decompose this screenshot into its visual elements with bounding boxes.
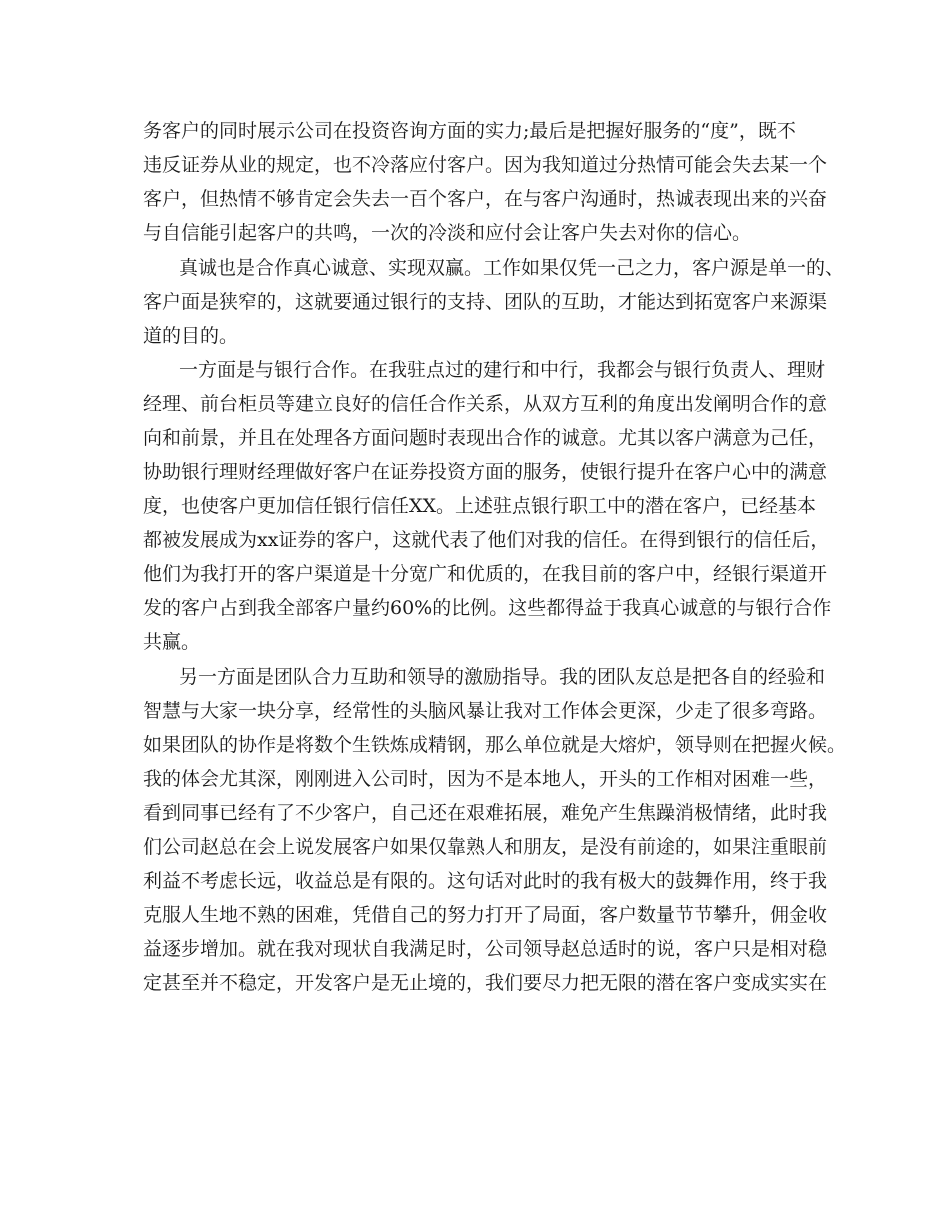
- text-line: 利益不考虑长远，收益总是有限的。这句话对此时的我有极大的鼓舞作用，终于我: [143, 870, 828, 892]
- text-line: 如果团队的协作是将数个生铁炼成精钢，那么单位就是大熔炉，领导则在把握火候。: [143, 734, 847, 756]
- text-line: 定甚至并不稳定，开发客户是无止境的，我们要尽力把无限的潜在客户变成实实在: [143, 972, 828, 994]
- text-line: 克服人生地不熟的困难，凭借自己的努力打开了局面，客户数量节节攀升，佣金收: [143, 904, 828, 926]
- text-line: 客户面是狭窄的，这就要通过银行的支持、团队的互助，才能达到拓宽客户来源渠: [143, 291, 828, 313]
- text-line: 发的客户占到我全部客户量约60%的比例。这些都得益于我真心诚意的与银行合作: [143, 597, 832, 619]
- paragraph-first-line: 真诚也是合作真心诚意、实现双赢。工作如果仅凭一己之力，客户源是单一的、: [179, 257, 845, 279]
- text-line: 们公司赵总在会上说发展客户如果仅靠熟人和朋友，是没有前途的，如果注重眼前: [143, 836, 828, 858]
- text-line: 向和前景，并且在处理各方面问题时表现出合作的诚意。尤其以客户满意为己任，: [143, 427, 828, 449]
- text-line: 道的目的。: [143, 325, 239, 347]
- text-line: 经理、前台柜员等建立良好的信任合作关系，从双方互利的角度出发阐明合作的意: [143, 393, 828, 415]
- text-line: 务客户的同时展示公司在投资咨询方面的实力;最后是把握好服务的“度”，既不: [143, 120, 796, 142]
- text-line: 度，也使客户更加信任银行信任XX。上述驻点银行职工中的潜在客户，已经基本: [143, 495, 817, 517]
- paragraph-first-line: 另一方面是团队合力互助和领导的激励指导。我的团队友总是把各自的经验和: [179, 666, 826, 688]
- text-line: 都被发展成为xx证券的客户，这就代表了他们对我的信任。在得到银行的信任后，: [143, 529, 830, 551]
- text-line: 客户，但热情不够肯定会失去一百个客户，在与客户沟通时，热诚表现出来的兴奋: [143, 188, 828, 210]
- text-line: 我的体会尤其深，刚刚进入公司时，因为不是本地人，开头的工作相对困难一些，: [143, 768, 828, 790]
- text-line: 益逐步增加。就在我对现状自我满足时，公司领导赵总适时的说，客户只是相对稳: [143, 938, 828, 960]
- text-line: 智慧与大家一块分享，经常性的头脑风暴让我对工作体会更深，少走了很多弯路。: [143, 700, 828, 722]
- paragraph-first-line: 一方面是与银行合作。在我驻点过的建行和中行，我都会与银行负责人、理财: [179, 359, 826, 381]
- text-line: 协助银行理财经理做好客户在证券投资方面的服务，使银行提升在客户心中的满意: [143, 461, 828, 483]
- text-line: 与自信能引起客户的共鸣，一次的冷淡和应付会让客户失去对你的信心。: [143, 222, 752, 244]
- text-line: 看到同事已经有了不少客户，自己还在艰难拓展，难免产生焦躁消极情绪，此时我: [143, 802, 828, 824]
- text-line: 他们为我打开的客户渠道是十分宽广和优质的，在我目前的客户中，经银行渠道开: [143, 563, 828, 585]
- text-line: 违反证券从业的规定，也不冷落应付客户。因为我知道过分热情可能会失去某一个: [143, 154, 828, 176]
- text-line: 共赢。: [143, 631, 201, 653]
